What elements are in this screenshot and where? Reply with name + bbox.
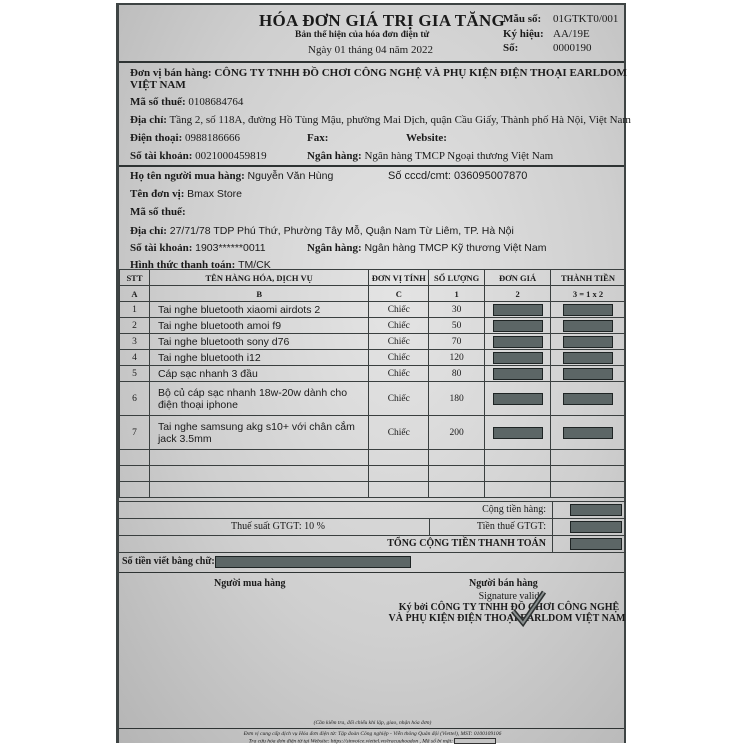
seller-address [130,114,631,126]
seller-phone [130,132,240,144]
redaction-bar [493,320,543,332]
table-row-empty [120,482,626,498]
buyer-address-label: Địa chỉ: [130,225,167,237]
divider [119,728,624,729]
col-header-total: THÀNH TIỀN [551,270,626,286]
buyer-bank [307,242,546,254]
invoice-document [116,3,631,744]
vat-row [119,518,626,536]
redaction-bar [493,352,543,364]
vat-amount-label: Tiền thuế GTGT: [476,521,546,532]
invoice-number-label: Số: [503,42,519,54]
seller-website-label: Website: [406,132,447,144]
table-row [120,350,626,366]
redaction-bar [493,336,543,348]
cell-item-name: Bộ củ cáp sạc nhanh 18w-20w dành cho điện thoại iphone [149,382,368,416]
cell-line-total-redacted [551,366,626,382]
footer-note: (Cần kiểm tra, đối chiếu khi lập, giao, nhận hóa đơn) [313,720,432,726]
table-row [120,416,626,450]
code-2: 2 [485,286,551,302]
seller-account [130,150,267,162]
table-row [120,302,626,318]
payment-method-label: Hình thức thanh toán: [130,259,236,271]
divider [119,61,624,63]
table-header-row [120,270,626,286]
cell-item-name: Tai nghe bluetooth amoi f9 [149,318,368,334]
table-row-empty [120,466,626,482]
cell-line-total-redacted [551,334,626,350]
footer-provider: Đơn vị cung cấp dịch vụ Hóa đơn điện tử: Tập đoàn Công nghiệp - Viễn thông Quân đội (Viettel), MST: 0100109106 [243,731,502,737]
table-row [120,318,626,334]
col-header-price: ĐƠN GIÁ [485,270,551,286]
table-row [120,382,626,416]
footer-lookup [119,738,626,744]
cell-quantity: 80 [429,366,485,382]
code-3: 3 = 1 x 2 [551,286,626,302]
seller-bank-value: Ngân hàng TMCP Ngoại thương Việt Nam [364,150,554,162]
redaction-bar [563,352,613,364]
signature-checkmark-icon [511,589,547,629]
cell-stt: 3 [120,334,150,350]
col-header-name: TÊN HÀNG HÓA, DỊCH VỤ [149,270,368,286]
cell-quantity: 180 [429,382,485,416]
cell-item-name: Cáp sạc nhanh 3 đầu [149,366,368,382]
seller-phone-label: Điện thoại: [130,132,183,144]
grand-total-row [119,535,626,553]
grand-total-label: TỔNG CỘNG TIỀN THANH TOÁN [387,538,546,549]
cell-quantity: 30 [429,302,485,318]
form-no-label: Mẫu số: [503,13,542,25]
signed-by-line1: Ký bởi CÔNG TY TNHH ĐỒ CHƠI CÔNG NGHỆ [398,602,620,613]
amount-in-words-row [119,552,626,573]
cell-unit-price-redacted [485,416,551,450]
cell-stt: 5 [120,366,150,382]
seller-signature-label: Người bán hàng [469,578,538,589]
redaction-bar [563,368,613,380]
cell-line-total-redacted [551,302,626,318]
symbol-value: AA/19E [553,28,590,40]
seller-bank-label: Ngân hàng: [307,150,362,162]
buyer-signature-label: Người mua hàng [214,578,286,589]
cell-quantity: 200 [429,416,485,450]
cell-unit-price-redacted [485,366,551,382]
cell-line-total-redacted [551,382,626,416]
subtotal-row [119,501,626,519]
subtotal-value-redacted [570,504,622,516]
divider [119,165,624,167]
redaction-bar [563,304,613,316]
items-table [119,269,626,498]
invoice-title: HÓA ĐƠN GIÁ TRỊ GIA TĂNG [259,11,506,30]
code-c: C [369,286,429,302]
vat-rate: Thuế suất GTGT: 10 % [231,521,325,532]
buyer-name-label: Họ tên người mua hàng: [130,170,245,182]
secret-code-redacted [454,738,496,744]
redaction-bar [493,393,543,405]
seller-account-label: Số tài khoản: [130,150,193,162]
seller-tax [130,96,243,108]
cell-unit: Chiếc [369,416,429,450]
cell-line-total-redacted [551,416,626,450]
cell-stt: 6 [120,382,150,416]
buyer-name-value: Nguyễn Văn Hùng [247,170,334,182]
redaction-bar [563,393,613,405]
cell-line-total-redacted [551,350,626,366]
code-b: B [149,286,368,302]
seller-address-label: Địa chỉ: [130,114,167,126]
buyer-address [130,225,514,237]
cell-unit-price-redacted [485,334,551,350]
cell-stt: 2 [120,318,150,334]
cell-unit: Chiếc [369,382,429,416]
table-row [120,366,626,382]
cell-item-name: Tai nghe bluetooth xiaomi airdots 2 [149,302,368,318]
buyer-bank-value: Ngân hàng TMCP Kỹ thương Việt Nam [364,242,547,254]
seller-fax-label: Fax: [307,132,329,144]
col-header-stt: STT [120,270,150,286]
cell-unit: Chiếc [369,334,429,350]
cell-unit-price-redacted [485,382,551,416]
invoice-number-value: 0000190 [553,42,592,54]
col-header-qty: SỐ LƯỢNG [429,270,485,286]
seller-account-value: 0021000459819 [195,150,267,162]
buyer-account-value: 1903******0011 [195,242,266,254]
divider [119,572,624,573]
invoice-date: Ngày 01 tháng 04 năm 2022 [308,44,433,56]
cell-quantity: 50 [429,318,485,334]
seller-address-value: Tầng 2, số 118A, đường Hồ Tùng Mậu, phường Mai Dịch, quận Cầu Giấy, Thành phố Hà Nội, Việt Nam [169,114,631,126]
col-header-unit: ĐƠN VỊ TÍNH [369,270,429,286]
buyer-unit-value: Bmax Store [187,188,242,200]
buyer-account [130,242,266,254]
buyer-address-value: 27/71/78 TDP Phú Thứ, Phường Tây Mỗ, Quận Nam Từ Liêm, TP. Hà Nội [169,225,514,237]
cell-unit: Chiếc [369,350,429,366]
redaction-bar [563,336,613,348]
footer-lookup-text: Tra cứu hóa đơn điện tử tại Website: https://sinvoice.viettel.vn/tracuuhoadon , Mã số bí mật: [248,738,453,744]
seller-bank [307,150,553,162]
seller-tax-label: Mã số thuế: [130,96,186,108]
symbol-label: Ký hiệu: [503,28,544,40]
cell-unit-price-redacted [485,350,551,366]
redaction-bar [493,304,543,316]
cell-item-name: Tai nghe samsung akg s10+ với chân cắm jack 3.5mm [149,416,368,450]
cell-stt: 7 [120,416,150,450]
seller-name-value: CÔNG TY TNHH ĐỒ CHƠI CÔNG NGHỆ VÀ PHỤ KIỆN ĐIỆN THOẠI EARLDOM [214,67,627,79]
invoice-subtitle: Bản thể hiện của hóa đơn điện tử [295,30,430,40]
payment-method-value: TM/CK [238,259,271,271]
seller-name [130,67,627,79]
redaction-bar [563,427,613,439]
buyer-unit [130,188,242,200]
redaction-bar [563,320,613,332]
vat-amount-redacted [570,521,622,533]
code-a: A [120,286,150,302]
buyer-name [130,170,333,182]
cell-quantity: 120 [429,350,485,366]
cell-unit: Chiếc [369,302,429,318]
cell-unit: Chiếc [369,318,429,334]
table-row [120,334,626,350]
amount-in-words-redacted [215,556,411,568]
signature-valid: Signature valid [478,591,540,602]
grand-total-redacted [570,538,622,550]
seller-phone-value: 0988186666 [185,132,240,144]
cell-stt: 4 [120,350,150,366]
redaction-bar [493,427,543,439]
subtotal-label: Cộng tiền hàng: [482,504,546,515]
cell-unit-price-redacted [485,302,551,318]
buyer-tax-label: Mã số thuế: [130,206,186,218]
cell-line-total-redacted [551,318,626,334]
cell-unit: Chiếc [369,366,429,382]
table-code-row [120,286,626,302]
table-row-empty [120,450,626,466]
seller-name-line2: VIỆT NAM [130,79,186,91]
cell-item-name: Tai nghe bluetooth i12 [149,350,368,366]
code-1: 1 [429,286,485,302]
buyer-account-label: Số tài khoản: [130,242,193,254]
form-no-value: 01GTKT0/001 [553,13,619,25]
cell-quantity: 70 [429,334,485,350]
cell-stt: 1 [120,302,150,318]
cell-unit-price-redacted [485,318,551,334]
buyer-id: Số cccd/cmt: 036095007870 [388,170,528,182]
seller-tax-value: 0108684764 [188,96,244,108]
amount-in-words-label: Số tiền viết bằng chữ: [122,556,215,567]
seller-name-label: Đơn vị bán hàng: [130,67,212,79]
signed-by-line2: VÀ PHỤ KIỆN ĐIỆN THOẠI EARLDOM VIỆT NAM [388,613,626,624]
buyer-bank-label: Ngân hàng: [307,242,362,254]
buyer-unit-label: Tên đơn vị: [130,188,185,200]
redaction-bar [493,368,543,380]
cell-item-name: Tai nghe bluetooth sony d76 [149,334,368,350]
